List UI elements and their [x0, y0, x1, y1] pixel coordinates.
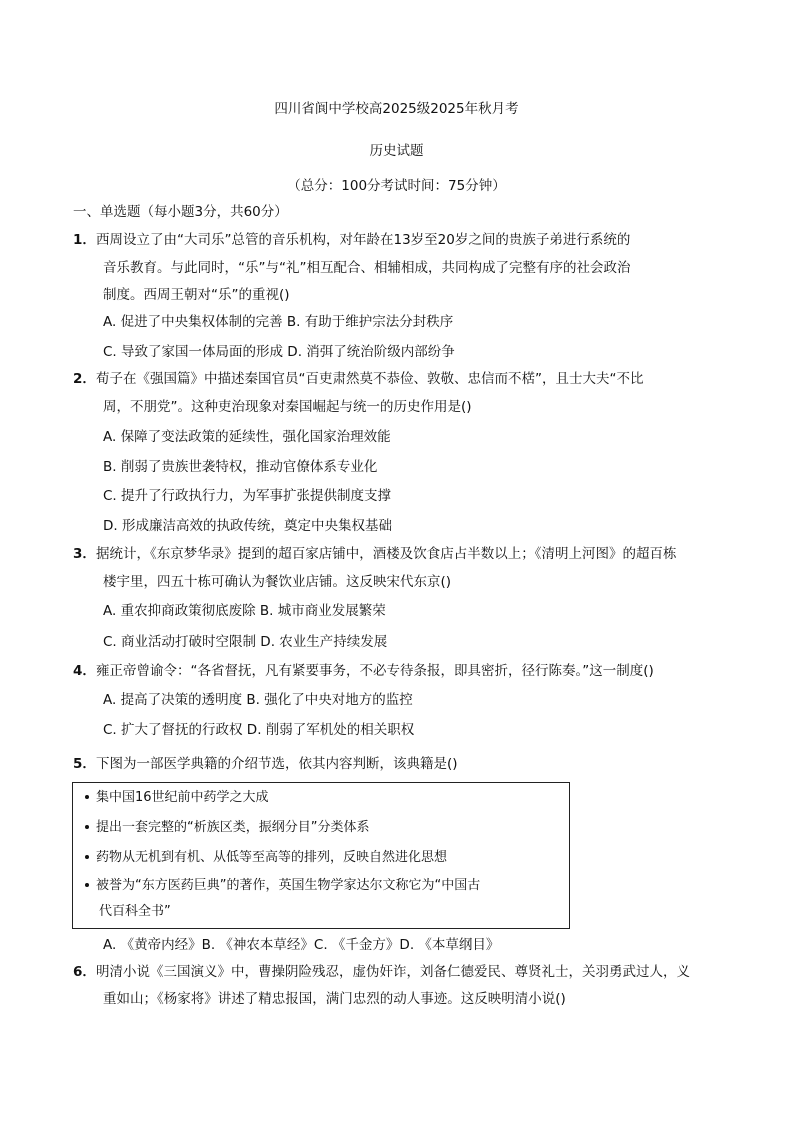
question-number: 1．: [73, 232, 96, 248]
excerpt-bullet: 被誉为“东方医药巨典”的著作，英国生物学家达尔文称它为“中国古: [85, 877, 480, 895]
question-stem: 制度。西周王朝对“乐”的重视(): [103, 287, 290, 303]
excerpt-bullet: 提出一套完整的“析族区类，振纲分目”分类体系: [85, 819, 369, 837]
question-stem: 周，不朋党”。这种吏治现象对秦国崛起与统一的历史作用是(): [103, 399, 472, 415]
answer-option: A. 促进了中央集权体制的完善 B. 有助于维护宗法分封秩序: [103, 314, 454, 330]
answer-option: A. 提高了决策的透明度 B. 强化了中央对地方的监控: [103, 692, 413, 708]
question-stem: 西周设立了由“大司乐”总管的音乐机构，对年龄在13岁至20岁之间的贵族子弟进行系统的: [96, 232, 631, 248]
question-stem: 音乐教育。与此同时，“乐”与“礼”相互配合、相辅相成，共同构成了完整有序的社会政治: [103, 260, 631, 276]
exam-title: 四川省阆中学校高2025级2025年秋月考: [274, 101, 519, 117]
excerpt-bullet: 药物从无机到有机、从低等至高等的排列，反映自然进化思想: [85, 849, 447, 867]
excerpt-continuation: 代百科全书”: [99, 904, 171, 919]
question-stem: 楼宇里，四五十栋可确认为餐饮业店铺。这反映宋代东京(): [103, 574, 452, 590]
question-number: 6．: [73, 964, 96, 980]
question-number: 4．: [73, 663, 96, 679]
bullet-dot-icon: [85, 825, 89, 829]
answer-option: C. 商业活动打破时空限制 D. 农业生产持续发展: [103, 634, 388, 650]
question-number: 5．: [73, 756, 96, 772]
question-stem: 荀子在《强国篇》中描述秦国官员“百吏肃然莫不恭俭、敦敬、忠信而不楛”，且士大夫“不比: [96, 371, 644, 387]
question-number: 2．: [73, 371, 96, 387]
question-stem: 重如山；《杨家将》讲述了精忠报国，满门忠烈的动人事迹。这反映明清小说(): [103, 991, 566, 1007]
answer-option: C. 扩大了督抚的行政权 D. 削弱了军机处的相关职权: [103, 722, 415, 738]
section-heading: 一、单选题（每小题3分，共60分）: [73, 204, 288, 220]
subject-title: 历史试题: [369, 143, 424, 159]
answer-option: A. 保障了变法政策的延续性，强化国家治理效能: [103, 429, 391, 445]
exam-info: （总分：100分考试时间：75分钟）: [287, 178, 506, 194]
answer-option: C. 导致了家国一体局面的形成 D. 消弭了统治阶级内部纷争: [103, 344, 455, 360]
bullet-dot-icon: [85, 795, 89, 799]
bullet-dot-icon: [85, 883, 89, 887]
answer-option: C. 提升了行政执行力，为军事扩张提供制度支撑: [103, 488, 392, 504]
answer-option: D. 形成廉洁高效的执政传统，奠定中央集权基础: [103, 518, 392, 534]
answer-option: A. 重农抑商政策彻底废除 B. 城市商业发展繁荣: [103, 603, 386, 619]
answer-option: A. 《黄帝内经》B. 《神农本草经》C. 《千金方》D. 《本草纲目》: [103, 937, 500, 953]
excerpt-bullet: 集中国16世纪前中药学之大成: [85, 789, 269, 807]
question-stem: 据统计，《东京梦华录》提到的超百家店铺中，酒楼及饮食店占半数以上；《清明上河图》的超百栋: [96, 546, 677, 562]
question-number: 3．: [73, 546, 96, 562]
excerpt-box: [72, 782, 570, 929]
answer-option: B. 削弱了贵族世袭特权，推动官僚体系专业化: [103, 459, 378, 475]
question-stem: 下图为一部医学典籍的介绍节选，依其内容判断，该典籍是(): [96, 756, 458, 772]
question-stem: 明清小说《三国演义》中，曹操阴险残忍，虚伪奸诈，刘备仁德爱民、尊贤礼士，关羽勇武过人，义: [96, 964, 690, 980]
question-stem: 雍正帝曾谕令：“各省督抚，凡有紧要事务，不必专待条报，即具密折，径行陈奏。”这一制度(): [96, 663, 654, 679]
bullet-dot-icon: [85, 855, 89, 859]
